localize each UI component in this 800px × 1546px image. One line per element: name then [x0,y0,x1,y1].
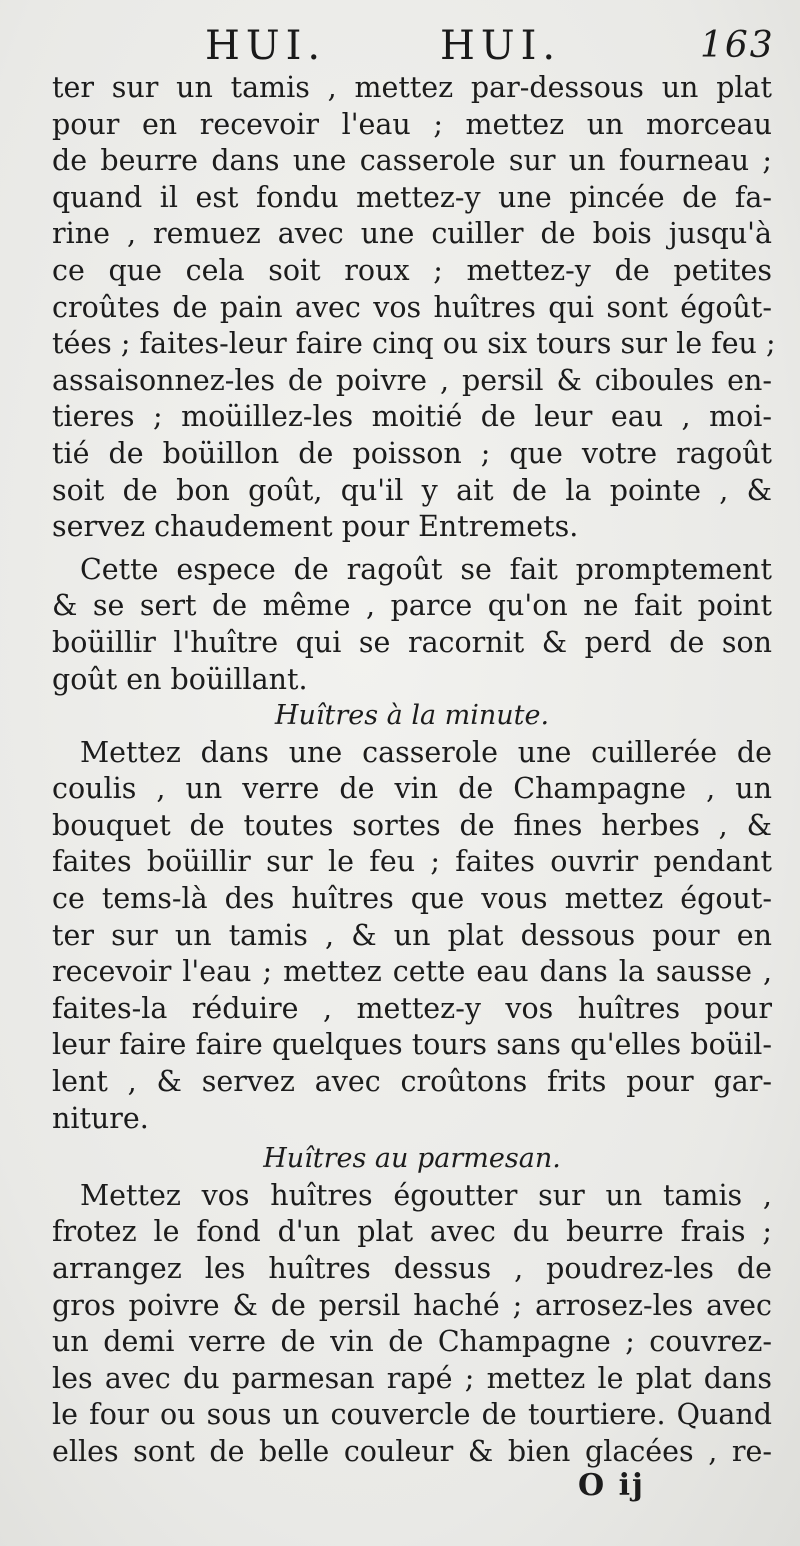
text-line: lent , & servez avec croûtons frits pour gar- [52,1065,772,1099]
section-title-parmesan: Huîtres au parmesan. [263,1143,561,1175]
text-line: bouquet de toutes sortes de fines herbes , & [52,808,772,842]
text-line: goût en boüillant. [52,662,308,696]
text-line: Mettez dans une casserole une cuillerée de [80,735,772,769]
text-line: rine , remuez avec une cuiller de bois jusqu'à [52,217,772,251]
page-header [0,18,800,68]
text-line: elles sont de belle couleur & bien glacées , re- [52,1434,772,1468]
text-line: ce que cela soit roux ; mettez-y de petites [52,253,772,287]
text-line: croûtes de pain avec vos huîtres qui sont égoût- [52,290,772,324]
text-line: coulis , un verre de vin de Champagne , un [52,772,772,806]
signature-mark: O ij [578,1468,645,1503]
text-line: recevoir l'eau ; mettez cette eau dans la sausse , [52,955,772,989]
text-line: Cette espece de ragoût se fait promptement [80,552,772,586]
text-line: soit de bon goût, qu'il y ait de la pointe , & [52,473,772,507]
body-text [52,70,776,1471]
text-line: pour en recevoir l'eau ; mettez un morceau [52,107,772,141]
text-line: gros poivre & de persil haché ; arrosez-les avec [52,1288,772,1322]
text-line: faites boüillir sur le feu ; faites ouvrir pendant [52,845,772,879]
running-head-left: HUI. [205,23,327,69]
text-line: leur faire faire quelques tours sans qu'elles boüil- [52,1028,772,1062]
text-line: boüillir l'huître qui se racornit & perd de son [52,625,772,659]
running-head-right: HUI. [440,23,562,69]
paragraph-note [52,552,772,698]
recipe-minute [52,735,772,1138]
paragraph-continued [52,70,776,546]
text-line: le four ou sous un couvercle de tourtiere. Quand [52,1398,772,1432]
text-line: quand il est fondu mettez-y une pincée de fa- [52,180,772,214]
text-line: un demi verre de vin de Champagne ; couvrez- [52,1325,772,1359]
text-line: arrangez les huîtres dessus , poudrez-les de [52,1252,772,1285]
text-line: & se sert de même , parce qu'on ne fait point [52,589,772,623]
page-number: 163 [700,25,775,66]
text-line: ter sur un tamis , mettez par-dessous un plat [52,71,772,104]
text-line: faites-la réduire , mettez-y vos huîtres pour [52,991,772,1025]
text-line: frotez le fond d'un plat avec du beurre frais ; [52,1215,772,1249]
section-title-minute: Huîtres à la minute. [274,700,550,732]
text-line: les avec du parmesan rapé ; mettez le plat dans [52,1361,772,1395]
text-line: de beurre dans une casserole sur un fourneau ; [52,144,772,178]
text-line: ce tems-là des huîtres que vous mettez égout- [52,882,772,916]
text-line: tées ; faites-leur faire cinq ou six tours sur le feu ; [52,327,776,361]
text-line: tieres ; moüillez-les moitié de leur eau , moi- [52,400,772,434]
text-line: niture. [52,1101,149,1135]
text-line: tié de boüillon de poisson ; que votre ragoût [52,436,772,470]
text-line: servez chaudement pour Entremets. [52,510,579,544]
recipe-parmesan [52,1178,772,1471]
text-line: ter sur un tamis , & un plat dessous pour en [52,918,772,952]
text-line: Mettez vos huîtres égoutter sur un tamis , [80,1178,772,1212]
text-line: assaisonnez-les de poivre , persil & ciboules en- [52,363,772,397]
